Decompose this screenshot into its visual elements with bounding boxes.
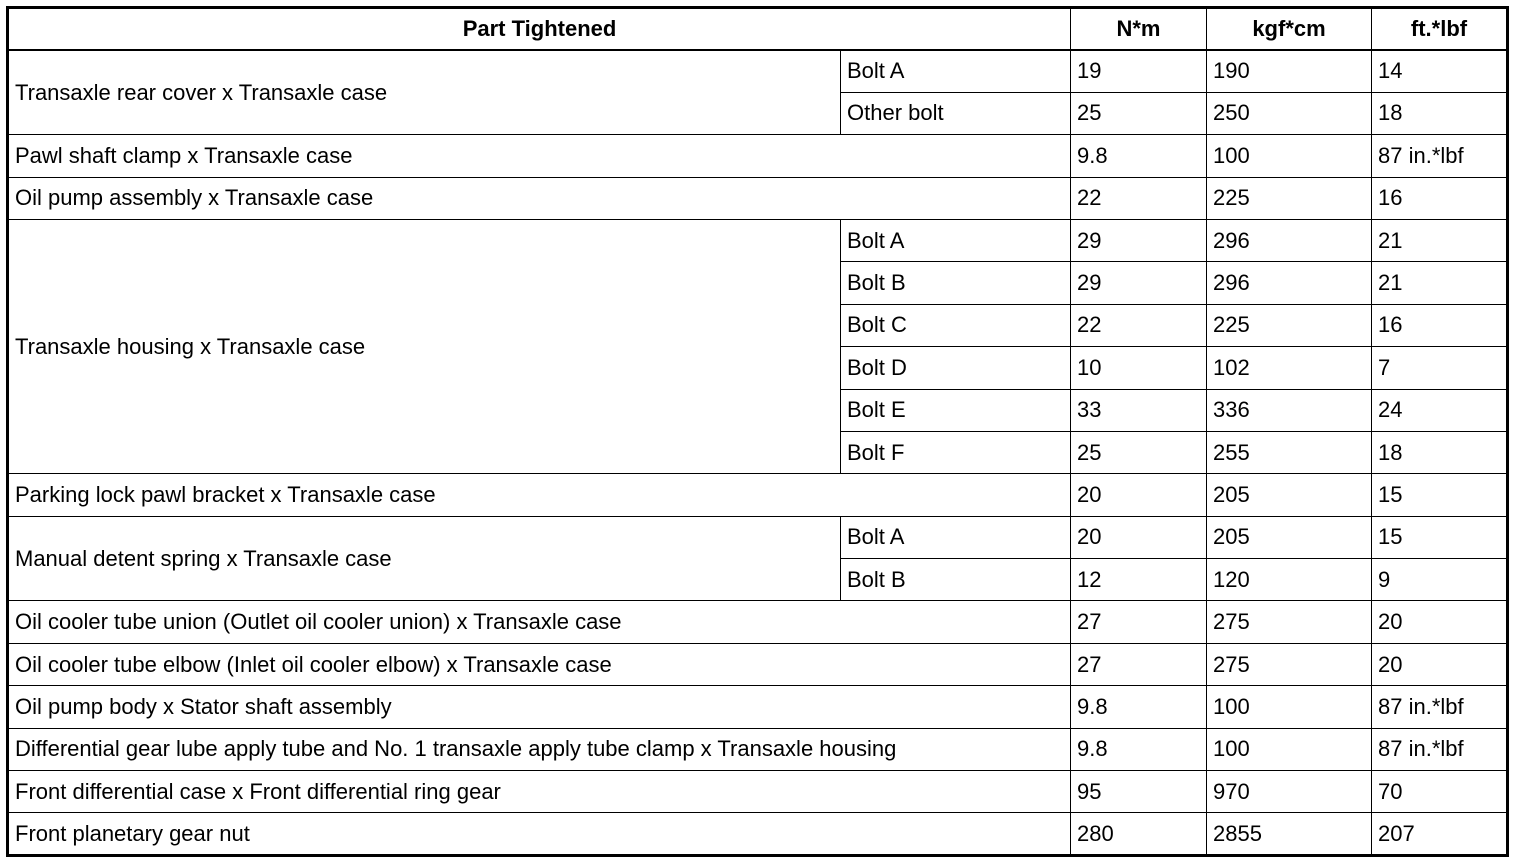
- torque-nm-cell: 280: [1071, 813, 1207, 855]
- part-tightened-cell: Transaxle housing x Transaxle case: [8, 219, 841, 473]
- table-row: [8, 643, 1508, 685]
- part-tightened-cell: Oil pump assembly x Transaxle case: [8, 177, 1071, 219]
- torque-nm-cell: 20: [1071, 516, 1207, 558]
- torque-nm-cell: 25: [1071, 431, 1207, 473]
- torque-kgf-cm-cell: 100: [1207, 728, 1372, 770]
- bolt-cell: Bolt E: [841, 389, 1071, 431]
- torque-kgf-cm-cell: 102: [1207, 347, 1372, 389]
- table-row: [8, 771, 1508, 813]
- part-tightened-cell: Parking lock pawl bracket x Transaxle case: [8, 474, 1071, 516]
- torque-kgf-cm-cell: 2855: [1207, 813, 1372, 855]
- table-body: [8, 50, 1508, 855]
- torque-nm-cell: 10: [1071, 347, 1207, 389]
- torque-ft-lbf-cell: 14: [1372, 50, 1508, 92]
- header-kgf-cm: kgf*cm: [1207, 8, 1372, 50]
- torque-nm-cell: 12: [1071, 559, 1207, 601]
- bolt-cell: Bolt F: [841, 431, 1071, 473]
- torque-nm-cell: 95: [1071, 771, 1207, 813]
- table-row: [8, 219, 1508, 261]
- header-ft-lbf: ft.*lbf: [1372, 8, 1508, 50]
- torque-ft-lbf-cell: 87 in.*lbf: [1372, 135, 1508, 177]
- part-tightened-cell: Oil cooler tube union (Outlet oil cooler union) x Transaxle case: [8, 601, 1071, 643]
- torque-kgf-cm-cell: 336: [1207, 389, 1372, 431]
- header-row: [8, 8, 1508, 50]
- torque-nm-cell: 33: [1071, 389, 1207, 431]
- torque-ft-lbf-cell: 87 in.*lbf: [1372, 728, 1508, 770]
- torque-nm-cell: 9.8: [1071, 686, 1207, 728]
- torque-kgf-cm-cell: 205: [1207, 474, 1372, 516]
- torque-nm-cell: 27: [1071, 643, 1207, 685]
- torque-nm-cell: 9.8: [1071, 728, 1207, 770]
- torque-ft-lbf-cell: 87 in.*lbf: [1372, 686, 1508, 728]
- part-tightened-cell: Front planetary gear nut: [8, 813, 1071, 855]
- torque-kgf-cm-cell: 190: [1207, 50, 1372, 92]
- part-tightened-cell: Oil pump body x Stator shaft assembly: [8, 686, 1071, 728]
- torque-kgf-cm-cell: 970: [1207, 771, 1372, 813]
- part-tightened-cell: Differential gear lube apply tube and No. 1 transaxle apply tube clamp x Transaxle housing: [8, 728, 1071, 770]
- torque-nm-cell: 22: [1071, 177, 1207, 219]
- torque-ft-lbf-cell: 20: [1372, 601, 1508, 643]
- torque-ft-lbf-cell: 21: [1372, 262, 1508, 304]
- table-row: [8, 728, 1508, 770]
- torque-ft-lbf-cell: 7: [1372, 347, 1508, 389]
- torque-ft-lbf-cell: 20: [1372, 643, 1508, 685]
- table-row: [8, 474, 1508, 516]
- bolt-cell: Bolt A: [841, 516, 1071, 558]
- torque-nm-cell: 25: [1071, 92, 1207, 134]
- bolt-cell: Other bolt: [841, 92, 1071, 134]
- bolt-cell: Bolt A: [841, 219, 1071, 261]
- torque-ft-lbf-cell: 18: [1372, 431, 1508, 473]
- torque-ft-lbf-cell: 21: [1372, 219, 1508, 261]
- torque-ft-lbf-cell: 15: [1372, 516, 1508, 558]
- torque-kgf-cm-cell: 225: [1207, 304, 1372, 346]
- torque-nm-cell: 29: [1071, 262, 1207, 304]
- torque-ft-lbf-cell: 16: [1372, 177, 1508, 219]
- torque-ft-lbf-cell: 15: [1372, 474, 1508, 516]
- table-row: [8, 601, 1508, 643]
- table-row: [8, 177, 1508, 219]
- table-row: [8, 813, 1508, 855]
- table-row: [8, 516, 1508, 558]
- table-row: [8, 135, 1508, 177]
- torque-nm-cell: 29: [1071, 219, 1207, 261]
- torque-ft-lbf-cell: 16: [1372, 304, 1508, 346]
- table-row: [8, 50, 1508, 92]
- torque-kgf-cm-cell: 205: [1207, 516, 1372, 558]
- torque-ft-lbf-cell: 24: [1372, 389, 1508, 431]
- torque-kgf-cm-cell: 296: [1207, 219, 1372, 261]
- torque-kgf-cm-cell: 275: [1207, 601, 1372, 643]
- header-part-tightened: Part Tightened: [8, 8, 1071, 50]
- bolt-cell: Bolt C: [841, 304, 1071, 346]
- bolt-cell: Bolt D: [841, 347, 1071, 389]
- bolt-cell: Bolt A: [841, 50, 1071, 92]
- torque-kgf-cm-cell: 296: [1207, 262, 1372, 304]
- part-tightened-cell: Manual detent spring x Transaxle case: [8, 516, 841, 601]
- header-nm: N*m: [1071, 8, 1207, 50]
- torque-kgf-cm-cell: 120: [1207, 559, 1372, 601]
- torque-kgf-cm-cell: 250: [1207, 92, 1372, 134]
- torque-kgf-cm-cell: 275: [1207, 643, 1372, 685]
- torque-ft-lbf-cell: 207: [1372, 813, 1508, 855]
- torque-nm-cell: 22: [1071, 304, 1207, 346]
- part-tightened-cell: Transaxle rear cover x Transaxle case: [8, 50, 841, 135]
- torque-nm-cell: 19: [1071, 50, 1207, 92]
- bolt-cell: Bolt B: [841, 262, 1071, 304]
- torque-nm-cell: 27: [1071, 601, 1207, 643]
- part-tightened-cell: Pawl shaft clamp x Transaxle case: [8, 135, 1071, 177]
- torque-kgf-cm-cell: 255: [1207, 431, 1372, 473]
- torque-nm-cell: 20: [1071, 474, 1207, 516]
- torque-ft-lbf-cell: 18: [1372, 92, 1508, 134]
- torque-kgf-cm-cell: 100: [1207, 135, 1372, 177]
- table-row: [8, 686, 1508, 728]
- part-tightened-cell: Front differential case x Front differential ring gear: [8, 771, 1071, 813]
- torque-kgf-cm-cell: 100: [1207, 686, 1372, 728]
- part-tightened-cell: Oil cooler tube elbow (Inlet oil cooler elbow) x Transaxle case: [8, 643, 1071, 685]
- bolt-cell: Bolt B: [841, 559, 1071, 601]
- torque-ft-lbf-cell: 9: [1372, 559, 1508, 601]
- torque-nm-cell: 9.8: [1071, 135, 1207, 177]
- torque-kgf-cm-cell: 225: [1207, 177, 1372, 219]
- torque-spec-table: [6, 6, 1509, 857]
- torque-ft-lbf-cell: 70: [1372, 771, 1508, 813]
